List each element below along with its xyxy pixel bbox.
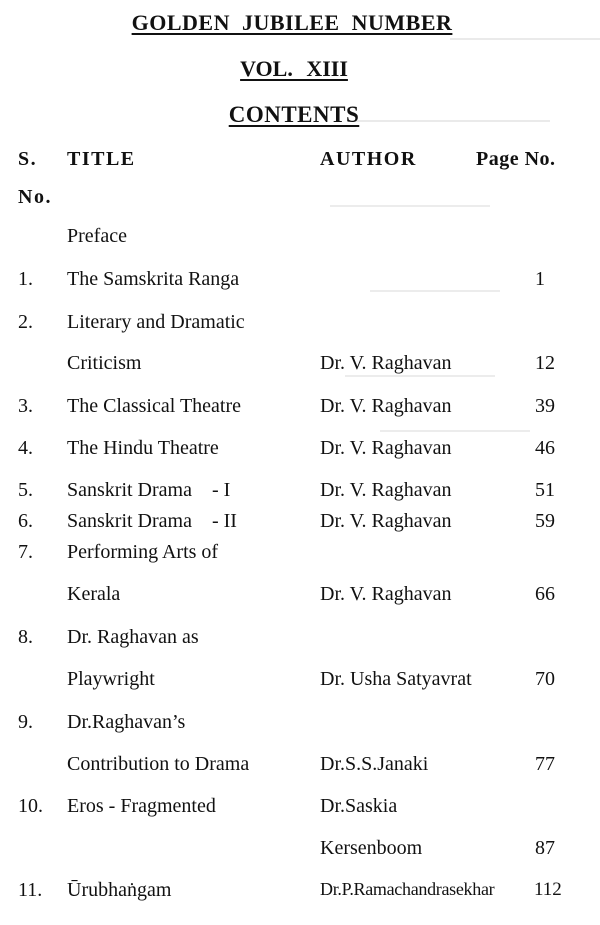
entry-author: Dr. V. Raghavan [320, 510, 452, 532]
entry-title: Sanskrit Drama - I [67, 479, 231, 501]
entry-page: 46 [535, 437, 555, 459]
entry-title: Performing Arts of [67, 541, 219, 563]
entry-number: 1. [18, 268, 33, 290]
entry-number: 3. [18, 395, 33, 417]
entry-title-cont: Kerala [67, 583, 121, 605]
entry-author: Dr.Saskia [320, 795, 398, 817]
entry-author-cont: Kersenboom [320, 837, 423, 859]
entry-number: 8. [18, 626, 33, 648]
entry-title: Ūrubhaṅgam [67, 879, 172, 901]
entry-number: 6. [18, 510, 33, 532]
entry-page: 59 [535, 510, 555, 532]
entry-number: 4. [18, 437, 33, 459]
bleed-through-shadow [345, 375, 495, 377]
bleed-through-shadow [380, 430, 530, 432]
entry-number: 11. [18, 879, 43, 901]
volume-number: VOL. XIII [240, 56, 348, 81]
entry-page: 1 [535, 268, 545, 290]
entry-page: 39 [535, 395, 555, 417]
entry-title: Preface [67, 225, 127, 247]
entry-number: 9. [18, 711, 33, 733]
entry-author: Dr. Usha Satyavrat [320, 668, 472, 690]
entry-page: 112 [534, 879, 562, 900]
contents-heading: CONTENTS [228, 102, 360, 127]
entry-page: 12 [535, 352, 555, 374]
entry-number: 7. [18, 541, 33, 563]
serial-number-heading-cont: No. [18, 186, 52, 208]
journal-title: GOLDEN JUBILEE NUMBER [131, 10, 453, 35]
title-heading: TITLE [67, 148, 136, 170]
entry-title: The Hindu Theatre [67, 437, 219, 459]
bleed-through-shadow [450, 38, 600, 40]
entry-title-cont: Playwright [67, 668, 155, 690]
entry-title-cont: Contribution to Drama [67, 753, 250, 775]
entry-author: Dr.P.Ramachandrasekhar [320, 879, 495, 899]
entry-author: Dr. V. Raghavan [320, 352, 452, 374]
entry-page: 51 [535, 479, 555, 501]
entry-page: 77 [535, 753, 555, 775]
serial-number-heading: S. [18, 148, 38, 170]
entry-author: Dr. V. Raghavan [320, 395, 452, 417]
entry-author: Dr. V. Raghavan [320, 479, 452, 501]
entry-title: Dr. Raghavan as [67, 626, 199, 648]
entry-title-cont: Criticism [67, 352, 142, 374]
entry-page: 70 [535, 668, 555, 690]
entry-title: Sanskrit Drama - II [67, 510, 237, 532]
entry-number: 2. [18, 311, 33, 333]
entry-title: Dr.Raghavan’s [67, 711, 186, 733]
entry-author: Dr. V. Raghavan [320, 437, 452, 459]
entry-title: Literary and Dramatic [67, 311, 245, 333]
entry-number: 10. [18, 795, 43, 817]
page-number-heading: Page No. [476, 148, 556, 170]
entry-number: 5. [18, 479, 33, 501]
entry-title: The Classical Theatre [67, 395, 242, 417]
bleed-through-shadow [370, 290, 500, 292]
entry-page: 66 [535, 583, 555, 605]
entry-author: Dr.S.S.Janaki [320, 753, 429, 775]
entry-page: 87 [535, 837, 555, 859]
entry-title: The Samskrita Ranga [67, 268, 240, 290]
entry-author: Dr. V. Raghavan [320, 583, 452, 605]
entry-title: Eros - Fragmented [67, 795, 216, 817]
author-heading: AUTHOR [320, 148, 417, 170]
bleed-through-shadow [330, 205, 490, 207]
